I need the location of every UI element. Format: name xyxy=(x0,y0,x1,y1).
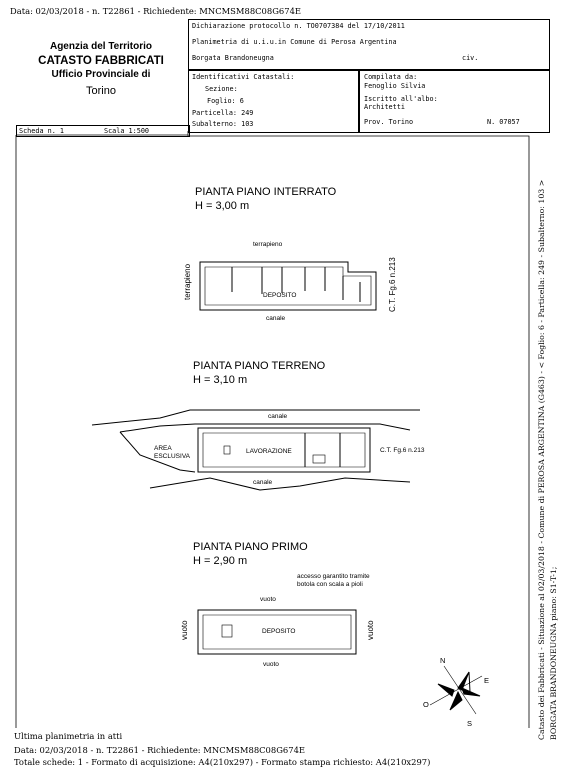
scale-label: Scala 1:500 xyxy=(104,127,150,135)
compass-s-label: S xyxy=(467,719,473,728)
request-info-top: Data: 02/03/2018 - n. T22861 - Richiedente: MNCMSM88C08G674E xyxy=(10,6,302,16)
terreno-ct-label: C.T. Fg.6 n.213 xyxy=(380,447,425,454)
plan-primo-title: PIANTA PIANO PRIMO xyxy=(193,541,308,553)
interrato-bottom-label: canale xyxy=(266,315,286,322)
compass-arrow-e xyxy=(462,688,480,696)
request-info-bottom: Data: 02/03/2018 - n. T22861 - Richiedente: MNCMSM88C08G674E xyxy=(14,745,306,755)
compass-arrow-w xyxy=(438,684,454,696)
primo-room-label: DEPOSITO xyxy=(262,628,296,635)
terreno-top-label: canale xyxy=(268,413,288,420)
interrato-left-label: terrapieno xyxy=(183,263,192,300)
plan-terreno-height: H = 3,10 m xyxy=(193,374,248,386)
terreno-pillar-1 xyxy=(224,446,230,454)
canal-top-line xyxy=(92,410,420,425)
primo-note-1: accesso garantito tramite xyxy=(297,573,370,580)
civ-label: civ. xyxy=(462,54,479,62)
primo-right-label: vuoto xyxy=(366,620,375,640)
primo-top-label: vuoto xyxy=(260,596,276,603)
primo-left-label: vuoto xyxy=(180,620,189,640)
interrato-room-label: DEPOSITO xyxy=(263,292,297,299)
interrato-ct-label: C.T. Fg.6 n.213 xyxy=(388,257,397,312)
terreno-stair xyxy=(313,455,325,463)
compass-n-label: N xyxy=(440,656,446,665)
ufficio-city: Torino xyxy=(86,85,116,97)
subalterno-label: Subalterno: 103 xyxy=(192,120,254,128)
foglio-label: Foglio: 6 xyxy=(207,97,244,105)
compass-rose xyxy=(430,666,482,714)
area-left-line xyxy=(120,432,195,472)
primo-note-2: botola con scala a pioli xyxy=(297,581,363,588)
frame-right xyxy=(188,131,529,728)
compass-o-label: O xyxy=(423,700,429,709)
ufficio-label: Ufficio Provinciale di xyxy=(51,69,151,80)
province-label: Prov. Torino xyxy=(364,118,414,126)
scheda-label: Scheda n. 1 xyxy=(19,127,65,135)
ultima-planimetria: Ultima planimetria in atti xyxy=(14,731,123,741)
identificativi-label: Identificativi Catastali: xyxy=(192,73,295,81)
compilata-label: Compilata da: xyxy=(364,73,418,81)
plan-interrato xyxy=(200,262,376,310)
planimetria-text: Planimetria di u.i.u.in Comune di Perosa Argentina xyxy=(192,38,397,46)
albo-value: Architetti xyxy=(364,103,405,111)
catasto-title: CATASTO FABBRICATI xyxy=(38,55,164,67)
interrato-top-label: terrapieno xyxy=(253,241,283,248)
primo-hatch xyxy=(222,625,232,637)
borgata-text: Borgata Brandoneugna xyxy=(192,54,274,62)
compass-e-label: E xyxy=(484,676,490,685)
side-caption-line1: Catasto dei Fabbricati - Situazione al 02/03/2018 - Comune di PEROSA ARGENTINA (G463) - < Foglio: 6 - Particella: 249 - Subalterno: 103 > xyxy=(537,179,546,740)
primo-bottom-label: vuoto xyxy=(263,661,279,668)
albo-number: N. 07057 xyxy=(487,118,520,126)
plan-interrato-title: PIANTA PIANO INTERRATO xyxy=(195,186,337,198)
plan-terreno-title: PIANTA PIANO TERRENO xyxy=(193,360,326,372)
agency-name: Agenzia del Territorio xyxy=(49,41,153,52)
canal-bottom-line xyxy=(150,478,410,490)
terreno-bottom-label: canale xyxy=(253,479,273,486)
interrato-outline xyxy=(200,262,376,310)
plan-interrato-height: H = 3,00 m xyxy=(195,200,250,212)
declaration-text: Dichiarazione protocollo n. TO0707384 del 17/10/2011 xyxy=(192,22,405,30)
side-caption-line2: BORGATA BRANDONEUGNA piano: S1-T-1; xyxy=(549,566,558,740)
terreno-room-label: LAVORAZIONE xyxy=(246,448,292,455)
sezione-label: Sezione: xyxy=(205,85,238,93)
iscritto-label: Iscritto all'albo: xyxy=(364,95,438,103)
terreno-area-label-2: ESCLUSIVA xyxy=(154,453,191,460)
plan-primo-height: H = 2,90 m xyxy=(193,555,248,567)
particella-label: Particella: 249 xyxy=(192,109,254,117)
terreno-area-label-1: AREA xyxy=(154,445,172,452)
compiler-name: Fenoglio Silvia xyxy=(364,82,426,90)
interrato-inner xyxy=(205,267,371,305)
format-info: Totale schede: 1 - Formato di acquisizione: A4(210x297) - Formato stampa richiesto: A4(210x297) xyxy=(14,757,431,767)
